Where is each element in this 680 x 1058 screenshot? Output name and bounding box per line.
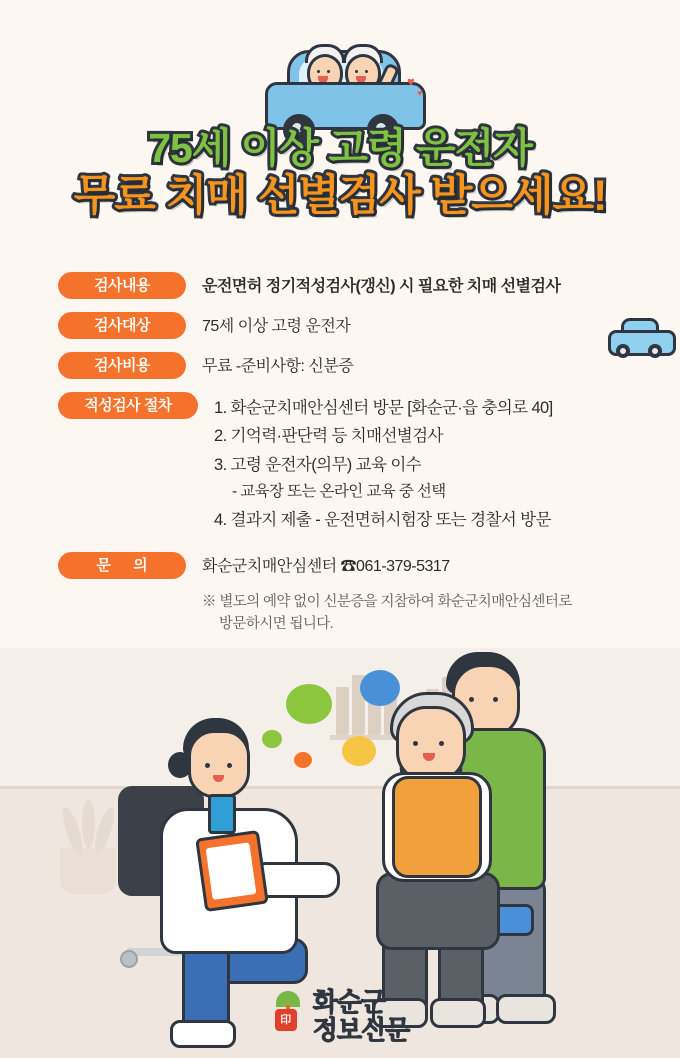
label-exam-cost: 검사비용	[58, 352, 186, 379]
info-row-target	[58, 312, 638, 339]
grandma-vest	[392, 776, 482, 878]
headline-line-1: 75세 이상 고령 운전자	[148, 125, 532, 171]
speech-bubble-yellow	[342, 736, 376, 766]
footnote-line-2: 방문하시면 됩니다.	[219, 615, 334, 632]
headline-line-2: 무료 치매 선별검사 받으세요!	[73, 171, 607, 220]
scene-wall-line	[0, 786, 680, 789]
speech-bubble-blue	[360, 670, 400, 706]
value-contact: 화순군치매안심센터 ☎061-379-5317	[202, 558, 450, 576]
speech-bubble-green-small	[262, 730, 282, 748]
info-row-content	[58, 272, 638, 299]
footnote-line-1: ※ 별도의 예약 없이 신분증을 지참하여 화순군치매안심센터로	[202, 594, 572, 611]
info-row-cost	[58, 352, 638, 379]
label-exam-content: 검사내용	[58, 272, 186, 299]
info-row-contact	[58, 552, 638, 579]
label-procedure: 적성검사 절차	[58, 392, 198, 419]
page-title	[0, 126, 680, 220]
speech-bubble-green	[286, 684, 332, 724]
info-row-procedure	[58, 392, 638, 534]
value-exam-target: 75세 이상 고령 운전자	[202, 318, 351, 335]
grandma-head	[396, 706, 466, 782]
doctor-scarf	[208, 794, 236, 834]
value-exam-content: 운전면허 정기적성검사(갱신) 시 필요한 치매 선별검사	[202, 278, 561, 295]
heart-icon-small: ♥	[417, 88, 423, 98]
grandma-pants	[376, 872, 500, 950]
logo-line-2: 정보신문	[312, 1014, 410, 1045]
value-exam-cost: 무료 -준비사항: 신분증	[202, 358, 354, 375]
label-exam-target: 검사대상	[58, 312, 186, 339]
procedure-step-3-sub: - 교육장 또는 온라인 교육 중 선택	[232, 483, 446, 501]
logo-line-1: 화순군	[312, 987, 386, 1018]
footnote	[202, 592, 638, 636]
car-with-seniors-illustration	[255, 30, 430, 125]
doctor-head	[188, 730, 250, 798]
procedure-step-2: 2. 기억력·판단력 등 치매선별검사	[214, 427, 443, 446]
label-contact: 문 의	[58, 552, 186, 579]
procedure-step-1: 1. 화순군치매안심센터 방문 [화순군·읍 충의로 40]	[214, 399, 553, 417]
heart-icon: ♥	[407, 74, 415, 89]
speech-bubble-orange	[294, 752, 312, 768]
procedure-step-4: 4. 결과지 제출 - 운전면허시험장 또는 경찰서 방문	[214, 510, 551, 529]
plant-leaf	[82, 800, 95, 848]
info-table	[58, 272, 638, 636]
logo-text	[313, 989, 409, 1044]
chair-caster-left	[120, 950, 138, 968]
plant-pot	[60, 848, 116, 894]
procedure-steps	[214, 392, 553, 534]
clipboard-icon	[195, 830, 269, 912]
logo-seal-icon: 印	[275, 1009, 297, 1031]
publisher-logo	[0, 989, 680, 1044]
procedure-step-3: 3. 고령 운전자(의무) 교육 이수	[214, 455, 422, 474]
